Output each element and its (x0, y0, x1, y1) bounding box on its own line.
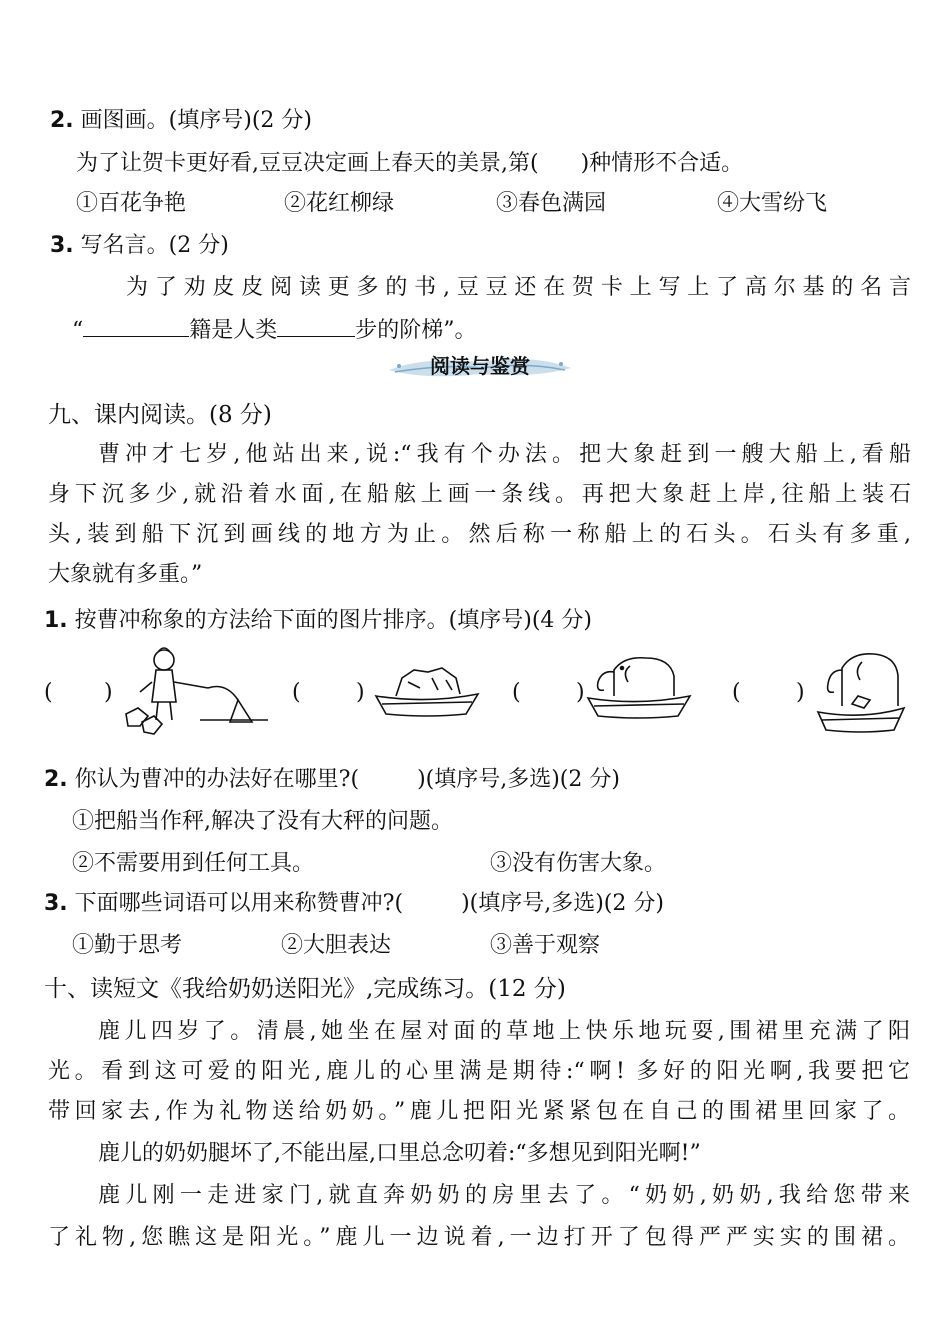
s9-q2-line (44, 762, 620, 793)
q2-stem-a: 为了让贺卡更好看,豆豆决定画上春天的美景,第( (76, 151, 539, 176)
section9-passage-4: 大象就有多重。” (48, 562, 203, 587)
s9-q3-option-1: ①勤于思考 (72, 933, 183, 958)
q3-title: 写名言。(2 分) (80, 233, 229, 258)
order-paren-close-2: ) (356, 680, 365, 705)
order-paren-close-3: ) (576, 680, 585, 705)
s9-q3-option-2: ②大胆表达 (281, 933, 392, 958)
order-paren-close-1: ) (104, 680, 113, 705)
cao-chong-picture (118, 642, 278, 742)
q3-quote-open: “ (72, 318, 84, 343)
q3-part1: 籍是人类 (189, 318, 278, 343)
section10-passage-4: 鹿儿的奶奶腿坏了,不能出屋,口里总念叨着:“多想见到阳光啊!” (98, 1141, 701, 1166)
section10-passage-3: 带回家去,作为礼物送给奶奶。”鹿儿把阳光紧紧包在自己的围裙里回家了。 (48, 1099, 910, 1124)
s9-q2-option-1: ①把船当作秤,解决了没有大秤的问题。 (72, 809, 453, 834)
q2-option-3: ③春色满园 (496, 191, 607, 216)
section10-passage-2: 光。看到这可爱的阳光,鹿儿的心里满是期待:“啊! 多好的阳光啊,我要把它 (48, 1059, 910, 1084)
s9-q1-text: 按曹冲称象的方法给下面的图片排序。(填序号)(4 分) (74, 608, 592, 633)
q2-stem-b: )种情形不合适。 (580, 151, 744, 176)
section10-passage-1: 鹿儿四岁了。清晨,她坐在屋对面的草地上快乐地玩耍,围裙里充满了阳 (98, 1019, 910, 1044)
q2-option-2: ②花红柳绿 (284, 191, 395, 216)
q3-blank-1[interactable] (83, 316, 189, 337)
section10-passage-6: 了礼物,您瞧这是阳光。”鹿儿一边说着,一边打开了包得严严实实的围裙。 (48, 1225, 910, 1250)
banner-label: 阅读与鉴赏 (430, 354, 530, 378)
q3-number: 3. (50, 233, 74, 258)
section9-passage-2: 身下沉多少,就沿着水面,在船舷上画一条线。再把大象赶上岸,往船上装石 (48, 482, 911, 507)
s9-q1-line (44, 603, 592, 634)
q3-title-line (50, 228, 229, 259)
order-paren-close-4: ) (796, 680, 805, 705)
s9-q2-option-3: ③没有伤害大象。 (490, 851, 667, 876)
boat-with-stones-picture (372, 660, 482, 720)
section9-passage-3: 头,装到船下沉到画线的地方为止。然后称一称船上的石头。石头有多重, (48, 522, 911, 547)
s9-q3-number: 3. (44, 891, 68, 916)
q3-quote-line (72, 313, 477, 344)
q3-line1: 为了劝皮皮阅读更多的书,豆豆还在贺卡上写上了高尔基的名言 (126, 275, 911, 300)
elephant-on-boat-picture (584, 650, 694, 722)
q2-title-line (50, 103, 312, 134)
s9-q3-text-a: 下面哪些词语可以用来称赞曹冲?( (74, 891, 404, 916)
q2-number: 2. (50, 108, 74, 133)
order-paren-open-4: ( (732, 680, 741, 705)
section9-heading: 九、课内阅读。(8 分) (48, 402, 272, 428)
order-paren-open-1: ( (44, 680, 53, 705)
reading-banner (385, 348, 575, 382)
s9-q1-number: 1. (44, 608, 68, 633)
q2-option-1: ①百花争艳 (76, 191, 187, 216)
s9-q2-number: 2. (44, 767, 68, 792)
s9-q3-text-b: )(填序号,多选)(2 分) (461, 891, 664, 916)
q2-stem (76, 146, 743, 177)
q2-option-4: ④大雪纷飞 (717, 191, 828, 216)
s9-q2-option-2: ②不需要用到任何工具。 (72, 851, 315, 876)
s9-q2-text-b: )(填序号,多选)(2 分) (417, 767, 620, 792)
section10-passage-5: 鹿儿刚一走进家门,就直奔奶奶的房里去了。“奶奶,奶奶,我给您带来 (98, 1183, 910, 1208)
q2-title: 画图画。(填序号)(2 分) (80, 108, 312, 133)
elephant-leaving-boat-picture (812, 646, 912, 736)
q3-blank-2[interactable] (277, 316, 355, 337)
section9-passage-1: 曹冲才七岁,他站出来,说:“我有个办法。把大象赶到一艘大船上,看船 (98, 442, 911, 467)
section10-heading: 十、读短文《我给奶奶送阳光》,完成练习。(12 分) (44, 976, 566, 1002)
q3-part2: 步的阶梯”。 (355, 318, 477, 343)
order-paren-open-3: ( (512, 680, 521, 705)
s9-q2-text-a: 你认为曹冲的办法好在哪里?( (74, 767, 360, 792)
s9-q3-option-3: ③善于观察 (490, 933, 601, 958)
s9-q3-line (44, 886, 664, 917)
order-paren-open-2: ( (292, 680, 301, 705)
